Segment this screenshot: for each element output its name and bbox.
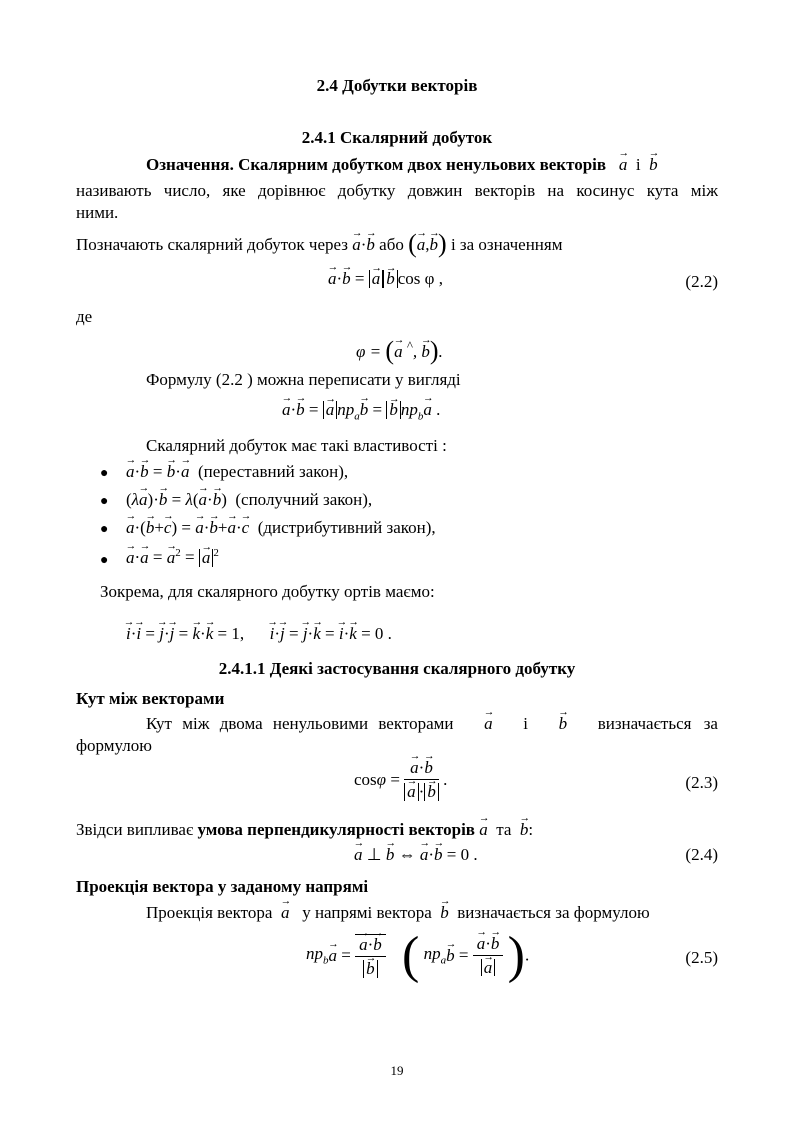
projection-text: Проекція вектора → a у напрямі вектора → b визначається за формулою bbox=[146, 903, 650, 923]
equation-2-3: cosφ = → a·→ b → a ·→ b . bbox=[354, 758, 447, 802]
angle-conj: і bbox=[523, 714, 528, 733]
bullet-icon: ● bbox=[100, 553, 109, 568]
equation-number-2-2: (2.2) bbox=[685, 272, 718, 291]
orts-right-value: 0 . bbox=[374, 624, 392, 643]
property-label: (дистрибутивний закон), bbox=[257, 518, 436, 537]
where-word: де bbox=[76, 307, 93, 326]
angle-text3: формулою bbox=[76, 736, 152, 755]
phi-lhs: φ = bbox=[356, 342, 382, 361]
pr-label: пр bbox=[423, 944, 441, 964]
definition-line1 bbox=[146, 155, 658, 175]
property-label: (переставний закон), bbox=[197, 462, 349, 481]
projection-form-equation: → a·→ b = → a $пр_a\to b$ = → b $пр_b\to a$ . bbox=[282, 400, 440, 422]
subsection-title: 2.4.1 Скалярний добуток bbox=[301, 128, 493, 147]
perp-bold: умова перпендикулярності векторів bbox=[197, 820, 475, 839]
property-item: → a·→ b = → b·→ a (переставний закон), bbox=[126, 462, 348, 482]
bullet-icon: ● bbox=[100, 494, 109, 509]
perp-post: : bbox=[528, 820, 534, 839]
equation-2-5: $пр_b\to a$ = → a·→ b → b ( $пр_a\to b$ = → a·→ b → a ). bbox=[306, 926, 529, 985]
angle-text2: визначається за bbox=[597, 714, 718, 733]
property-item: → a·→ a = → $a^2$ = → a $^2$ bbox=[126, 547, 219, 568]
orts-intro: Зокрема, для скалярного добутку ортів маємо: bbox=[100, 582, 435, 601]
vector-b: → b bbox=[649, 155, 658, 175]
projection-text-mid: у напрямі вектора bbox=[302, 903, 432, 922]
bullet-icon: ● bbox=[100, 466, 109, 481]
bullet-icon: ● bbox=[100, 522, 109, 537]
projection-heading: Проекція вектора у заданому напрямі bbox=[76, 877, 369, 896]
property-item: (λ→ a)·→ b = λ(→ a·→ b) (сполучний закон), bbox=[126, 490, 372, 510]
section-title: 2.4 Добутки векторів bbox=[316, 76, 478, 95]
angle-heading: Кут між векторами bbox=[76, 689, 225, 708]
eq-2-2-rhs: cos φ , bbox=[397, 269, 443, 288]
projection-text-post: визначається за формулою bbox=[457, 903, 650, 922]
phi-equation: φ = (→ a ^, → b). bbox=[356, 336, 443, 366]
pr-label: пр bbox=[337, 400, 355, 419]
definition-line2: називають число, яке дорівнює добутку довжин векторів на косинус кута між bbox=[76, 181, 718, 200]
notation-mid: або bbox=[379, 235, 404, 254]
equation-number-2-5: (2.5) bbox=[685, 948, 718, 967]
equation-2-4: → a ⊥ → b ⇔ → a·→ b = 0 . bbox=[354, 845, 478, 865]
fraction: → a·→ b → a bbox=[473, 934, 504, 978]
equation-2-2: → a·→ b = → a→ b cos φ , bbox=[328, 269, 443, 289]
pr-label: пр bbox=[400, 400, 418, 419]
orts-equation: → i·→ i = → j·→ j = → k·→ k = 1, → i·→ j = → j·→ k = → i·→ k = 0 . bbox=[126, 624, 392, 644]
conjunction: і bbox=[635, 155, 641, 174]
angle-text-line: Кут між двома ненульовими векторами → a і → b визначається за bbox=[146, 714, 718, 734]
phi-tail: . bbox=[438, 342, 443, 361]
properties-intro: Скалярний добуток має такі властивості : bbox=[146, 436, 447, 455]
projection-text-pre: Проекція вектора bbox=[146, 903, 273, 922]
rewrite-text: Формулу (2.2 ) можна переписати у вигляді bbox=[146, 370, 461, 389]
perp-pre: Звідси випливає bbox=[76, 820, 194, 839]
definition-lead: Означення. Скалярним добутком двох ненульових векторів bbox=[146, 155, 607, 174]
property-label: (сполучний закон), bbox=[235, 490, 373, 509]
equation-number-2-4: (2.4) bbox=[685, 845, 718, 864]
pr-label: пр bbox=[306, 944, 323, 964]
angle-text1: Кут між двома ненульовими векторами bbox=[146, 714, 454, 733]
fraction: → a·→ b → b bbox=[355, 932, 386, 979]
orts-left-value: 1, bbox=[231, 624, 245, 643]
notation-line: Позначають скалярний добуток через → a·→ b або (→ a,→ b) і за означенням bbox=[76, 229, 562, 259]
equation-number-2-3: (2.3) bbox=[685, 773, 718, 792]
definition-line3: ними. bbox=[76, 203, 119, 222]
notation-pre: Позначають скалярний добуток через bbox=[76, 235, 348, 254]
property-item: → a·(→ b+→ c) = → a·→ b+→ a·→ c (дистрибутивний закон), bbox=[126, 518, 436, 538]
fraction: → a·→ b → a ·→ b bbox=[404, 758, 439, 802]
perp-line: Звідси випливає умова перпендикулярності векторів → a та → b: bbox=[76, 820, 533, 840]
notation-post: і за означенням bbox=[450, 235, 563, 254]
page-number: 19 bbox=[390, 1063, 404, 1078]
vector-a: → a bbox=[619, 155, 628, 175]
subsubsection-title: 2.4.1.1 Деякі застосування скалярного добутку bbox=[218, 659, 576, 678]
perp-conj: та bbox=[496, 820, 512, 839]
